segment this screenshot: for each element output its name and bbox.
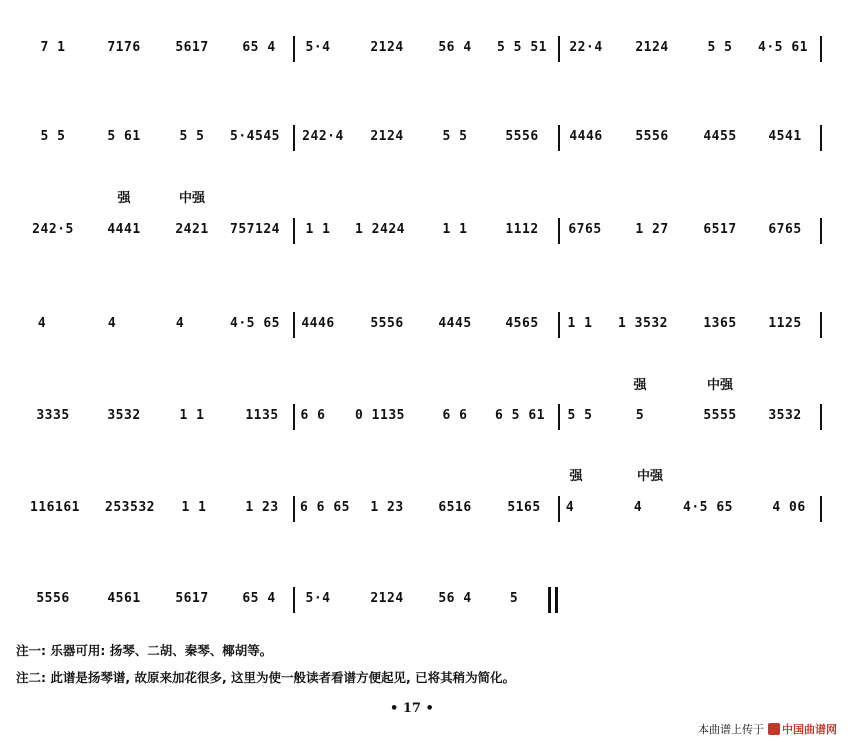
note-group: 4541 xyxy=(768,129,802,144)
note-group: 65 4 xyxy=(242,40,276,55)
barline xyxy=(293,312,295,338)
note-group: 4 xyxy=(37,316,47,331)
note-group: 1125 xyxy=(768,316,802,331)
note-group: 757124 xyxy=(230,222,280,237)
note-group: 4445 xyxy=(438,316,472,331)
note-group: 1 2424 xyxy=(355,222,405,237)
dynamic-marking: 强 xyxy=(569,469,583,484)
note-group: 1 1 xyxy=(179,408,205,423)
note-group: 5556 xyxy=(370,316,404,331)
dynamic-marking: 强 xyxy=(633,378,647,393)
note-group: 5556 xyxy=(36,591,70,606)
note-group: 2124 xyxy=(635,40,669,55)
note-group: 5 5 51 xyxy=(497,40,547,55)
note-group: 0 1135 xyxy=(355,408,405,423)
note-group: 5 xyxy=(635,408,645,423)
note-group: 4565 xyxy=(505,316,539,331)
note-group: 1 1 xyxy=(442,222,468,237)
note-group: 6 5 61 xyxy=(495,408,545,423)
barline xyxy=(820,36,822,62)
note-group: 1 3532 xyxy=(618,316,668,331)
footnote: 注二: 此谱是扬琴谱, 故原来加花很多, 这里为使一般读者看谱方便起见, 已将其稍为简化。 xyxy=(16,670,516,685)
music-row xyxy=(0,216,851,246)
note-group: 5556 xyxy=(635,129,669,144)
music-row xyxy=(0,310,851,340)
note-group: 1 1 xyxy=(181,500,207,515)
note-group: 1 27 xyxy=(635,222,669,237)
note-group: 253532 xyxy=(105,500,155,515)
note-group: 1 1 xyxy=(567,316,593,331)
barline xyxy=(820,218,822,244)
note-group: 4 xyxy=(565,500,575,515)
note-group: 5 5 xyxy=(40,129,66,144)
logo-icon xyxy=(768,723,780,735)
note-group: 6 6 65 xyxy=(300,500,350,515)
note-group: 3335 xyxy=(36,408,70,423)
barline xyxy=(293,587,295,613)
note-group: 65 4 xyxy=(242,591,276,606)
note-group: 6 6 xyxy=(300,408,326,423)
note-group: 2421 xyxy=(175,222,209,237)
note-group: 5165 xyxy=(507,500,541,515)
music-row xyxy=(0,123,851,153)
note-group: 4446 xyxy=(301,316,335,331)
note-group: 4 06 xyxy=(772,500,806,515)
note-group: 6516 xyxy=(438,500,472,515)
note-group: 4 xyxy=(633,500,643,515)
note-group: 1135 xyxy=(245,408,279,423)
note-group: 1 23 xyxy=(370,500,404,515)
barline xyxy=(558,218,560,244)
note-group: 4·5 65 xyxy=(683,500,733,515)
note-group: 1365 xyxy=(703,316,737,331)
note-group: 6765 xyxy=(568,222,602,237)
barline xyxy=(820,125,822,151)
barline xyxy=(820,496,822,522)
music-row xyxy=(0,585,851,615)
note-group: 6 6 xyxy=(442,408,468,423)
note-group: 1 1 xyxy=(305,222,331,237)
note-group: 7176 xyxy=(107,40,141,55)
note-group: 5·4 xyxy=(305,40,331,55)
dynamic-marking: 中强 xyxy=(636,469,664,484)
music-row xyxy=(0,494,851,524)
note-group: 4441 xyxy=(107,222,141,237)
final-barline xyxy=(555,587,558,613)
note-group: 4561 xyxy=(107,591,141,606)
note-group: 116161 xyxy=(30,500,80,515)
watermark-text: 本曲谱上传于 xyxy=(698,723,764,736)
barline xyxy=(558,36,560,62)
footnote: 注一: 乐器可用: 扬琴、二胡、秦琴、椰胡等。 xyxy=(16,643,273,658)
note-group: 6517 xyxy=(703,222,737,237)
note-group: 56 4 xyxy=(438,40,472,55)
note-group: 5·4 xyxy=(305,591,331,606)
note-group: 5 5 xyxy=(567,408,593,423)
note-group: 5556 xyxy=(505,129,539,144)
note-group: 3532 xyxy=(107,408,141,423)
note-group: 4455 xyxy=(703,129,737,144)
watermark-brand: 中国曲谱网 xyxy=(782,723,837,736)
note-group: 4 xyxy=(175,316,185,331)
note-group: 3532 xyxy=(768,408,802,423)
note-group: 22·4 xyxy=(569,40,603,55)
note-group: 1 23 xyxy=(245,500,279,515)
note-group: 4446 xyxy=(569,129,603,144)
note-group: 4·5 61 xyxy=(758,40,808,55)
barline xyxy=(820,404,822,430)
note-group: 5·4545 xyxy=(230,129,280,144)
note-group: 7 1 xyxy=(40,40,66,55)
barline xyxy=(558,312,560,338)
music-row xyxy=(0,34,851,64)
barline xyxy=(558,496,560,522)
page-number: • 17 • xyxy=(390,701,434,716)
note-group: 242·4 xyxy=(302,129,344,144)
note-group: 56 4 xyxy=(438,591,472,606)
note-group: 1112 xyxy=(505,222,539,237)
watermark xyxy=(698,721,837,737)
note-group: 5555 xyxy=(703,408,737,423)
dynamic-marking: 中强 xyxy=(706,378,734,393)
final-barline xyxy=(548,587,551,613)
note-group: 5617 xyxy=(175,591,209,606)
barline xyxy=(293,404,295,430)
note-group: 242·5 xyxy=(32,222,74,237)
note-group: 2124 xyxy=(370,40,404,55)
note-group: 5 61 xyxy=(107,129,141,144)
note-group: 4 xyxy=(107,316,117,331)
barline xyxy=(293,218,295,244)
barline xyxy=(558,125,560,151)
dynamic-marking: 强 xyxy=(117,191,131,206)
barline xyxy=(558,404,560,430)
note-group: 2124 xyxy=(370,129,404,144)
note-group: 5 5 xyxy=(442,129,468,144)
note-group: 2124 xyxy=(370,591,404,606)
barline xyxy=(293,496,295,522)
note-group: 5 5 xyxy=(179,129,205,144)
barline xyxy=(820,312,822,338)
note-group: 5617 xyxy=(175,40,209,55)
barline xyxy=(293,125,295,151)
barline xyxy=(293,36,295,62)
note-group: 5 5 xyxy=(707,40,733,55)
music-row xyxy=(0,402,851,432)
note-group: 5 xyxy=(509,591,519,606)
note-group: 6765 xyxy=(768,222,802,237)
note-group: 4·5 65 xyxy=(230,316,280,331)
dynamic-marking: 中强 xyxy=(178,191,206,206)
